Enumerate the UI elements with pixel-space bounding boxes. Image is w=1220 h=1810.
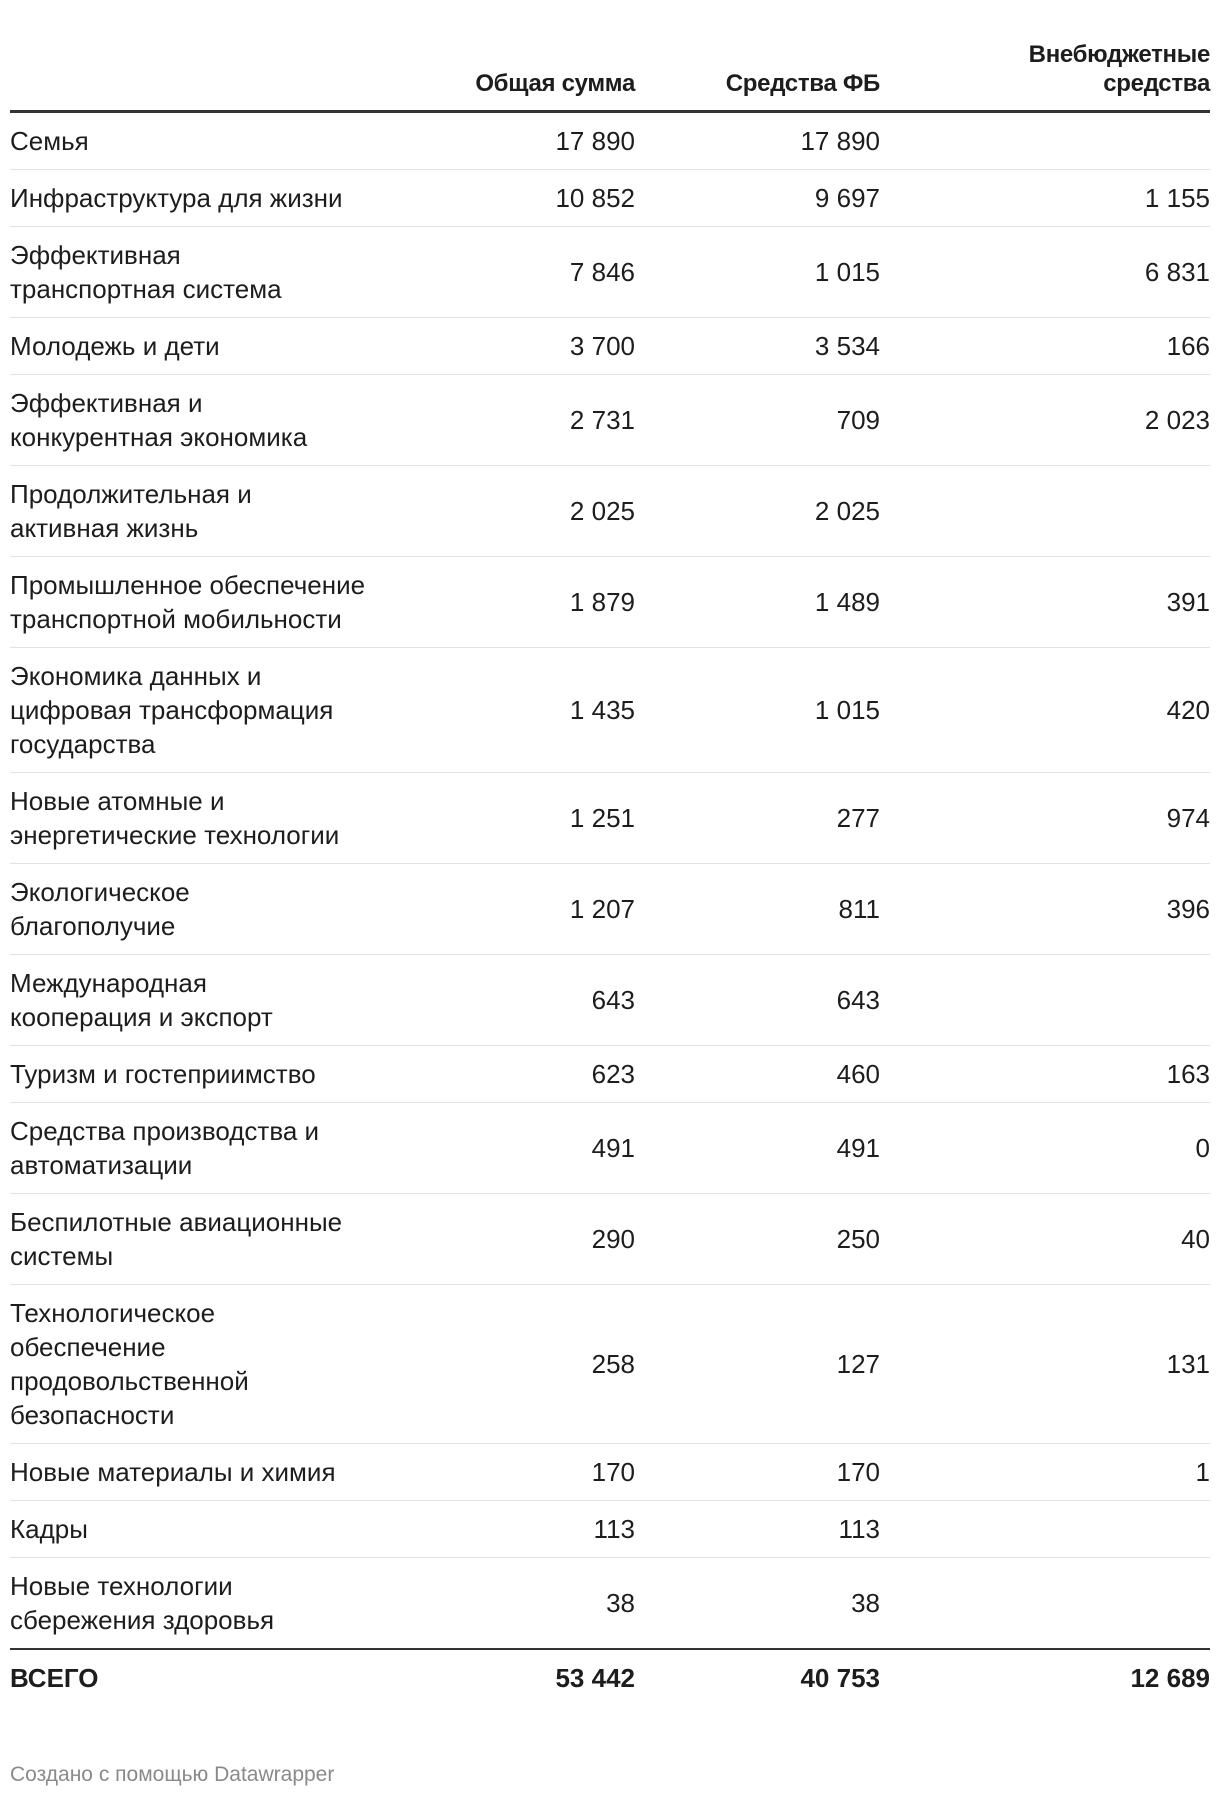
- row-fb: 17 890: [635, 112, 880, 170]
- row-fb: 170: [635, 1444, 880, 1501]
- row-total: 3 700: [410, 318, 635, 375]
- row-name: Экологическое благополучие: [10, 864, 410, 955]
- row-name: Экономика данных и цифровая трансформация государства: [10, 648, 410, 773]
- row-extra: [880, 112, 1210, 170]
- row-extra: 0: [880, 1103, 1210, 1194]
- row-extra: 6 831: [880, 227, 1210, 318]
- row-total: 170: [410, 1444, 635, 1501]
- row-total: 1 251: [410, 773, 635, 864]
- row-fb: 460: [635, 1046, 880, 1103]
- table-row: [10, 1194, 1210, 1285]
- table-totals: [10, 1649, 1210, 1709]
- row-name: Новые атомные и энергетические технологии: [10, 773, 410, 864]
- row-fb: 127: [635, 1285, 880, 1444]
- row-extra: 166: [880, 318, 1210, 375]
- row-extra: [880, 1558, 1210, 1650]
- row-fb: 1 489: [635, 557, 880, 648]
- row-fb: 250: [635, 1194, 880, 1285]
- row-name: Молодежь и дети: [10, 318, 410, 375]
- table-row: [10, 557, 1210, 648]
- row-total: 623: [410, 1046, 635, 1103]
- row-name: Эффективная и конкурентная экономика: [10, 375, 410, 466]
- row-total: 1 435: [410, 648, 635, 773]
- header-name: [10, 40, 410, 112]
- row-name: Эффективная транспортная система: [10, 227, 410, 318]
- table-row: [10, 1103, 1210, 1194]
- row-total: 17 890: [410, 112, 635, 170]
- row-fb: 113: [635, 1501, 880, 1558]
- row-fb: 1 015: [635, 648, 880, 773]
- row-fb: 277: [635, 773, 880, 864]
- row-name: Промышленное обеспечение транспортной мобильности: [10, 557, 410, 648]
- row-fb: 811: [635, 864, 880, 955]
- row-total: 290: [410, 1194, 635, 1285]
- row-total: 491: [410, 1103, 635, 1194]
- row-extra: 391: [880, 557, 1210, 648]
- table-row: [10, 1558, 1210, 1650]
- header-row: [10, 40, 1210, 112]
- header-extra-line1: Внебюджетные: [1028, 41, 1210, 68]
- table-row: [10, 773, 1210, 864]
- row-name: Средства производства и автоматизации: [10, 1103, 410, 1194]
- row-total: 10 852: [410, 170, 635, 227]
- row-extra: 40: [880, 1194, 1210, 1285]
- row-total: 38: [606, 1588, 635, 1618]
- row-fb: 1 015: [635, 227, 880, 318]
- header-extra-line2: средства: [1103, 70, 1210, 97]
- totals-extra: 12 689: [880, 1649, 1210, 1709]
- totals-total: 53 442: [410, 1649, 635, 1709]
- row-name: Беспилотные авиационные системы: [10, 1194, 410, 1285]
- header-extra: [880, 40, 1210, 112]
- header-fb: Средства ФБ: [635, 40, 880, 112]
- row-name: Международная кооперация и экспорт: [10, 955, 410, 1046]
- row-total: 1 879: [410, 557, 635, 648]
- row-name: Новые технологии сбережения здоровья: [10, 1571, 275, 1635]
- row-extra: 1 155: [880, 170, 1210, 227]
- totals-label: ВСЕГО: [10, 1649, 410, 1709]
- row-fb: 3 534: [635, 318, 880, 375]
- row-extra: [880, 466, 1210, 557]
- row-extra: [880, 955, 1210, 1046]
- table-row: [10, 1501, 1210, 1558]
- table-header: [10, 40, 1210, 112]
- row-fb: 709: [635, 375, 880, 466]
- table-row: [10, 466, 1210, 557]
- row-total: 258: [410, 1285, 635, 1444]
- totals-row: [10, 1649, 1210, 1709]
- row-fb: 643: [635, 955, 880, 1046]
- row-extra: 163: [880, 1046, 1210, 1103]
- row-extra: 2 023: [880, 375, 1210, 466]
- row-extra: 420: [880, 648, 1210, 773]
- table-row: [10, 1046, 1210, 1103]
- row-name: Продолжительная и активная жизнь: [10, 466, 410, 557]
- row-extra: 1: [880, 1444, 1210, 1501]
- table-row: [10, 112, 1210, 170]
- table-row: [10, 170, 1210, 227]
- table-row: [10, 375, 1210, 466]
- table-row: [10, 955, 1210, 1046]
- table-row: [10, 1444, 1210, 1501]
- row-total: 2 731: [410, 375, 635, 466]
- row-total: 113: [410, 1501, 635, 1558]
- row-total: 643: [410, 955, 635, 1046]
- table-body: [10, 112, 1210, 1650]
- row-total: 2 025: [410, 466, 635, 557]
- row-extra: 131: [880, 1285, 1210, 1444]
- table-row: [10, 318, 1210, 375]
- row-fb: 491: [635, 1103, 880, 1194]
- data-table-container: [10, 40, 1210, 1709]
- row-name: Туризм и гостеприимство: [10, 1046, 410, 1103]
- row-name: Инфраструктура для жизни: [10, 170, 410, 227]
- row-total: 1 207: [410, 864, 635, 955]
- row-total: 7 846: [410, 227, 635, 318]
- table-row: [10, 864, 1210, 955]
- totals-fb: 40 753: [635, 1649, 880, 1709]
- row-name: Технологическое обеспечение продовольственной безопасности: [10, 1285, 410, 1444]
- budget-table: [10, 40, 1210, 1709]
- row-name: Новые материалы и химия: [10, 1444, 410, 1501]
- table-row: [10, 648, 1210, 773]
- row-name: Семья: [10, 112, 410, 170]
- datawrapper-credit[interactable]: Создано с помощью Datawrapper: [10, 1763, 335, 1786]
- header-total: Общая сумма: [410, 40, 635, 112]
- row-fb: 9 697: [635, 170, 880, 227]
- row-fb: 38: [851, 1588, 880, 1618]
- row-fb: 2 025: [635, 466, 880, 557]
- row-extra: 396: [880, 864, 1210, 955]
- row-extra: 974: [880, 773, 1210, 864]
- table-row: [10, 1285, 1210, 1444]
- table-row: [10, 227, 1210, 318]
- row-extra: [880, 1501, 1210, 1558]
- row-name: Кадры: [10, 1501, 410, 1558]
